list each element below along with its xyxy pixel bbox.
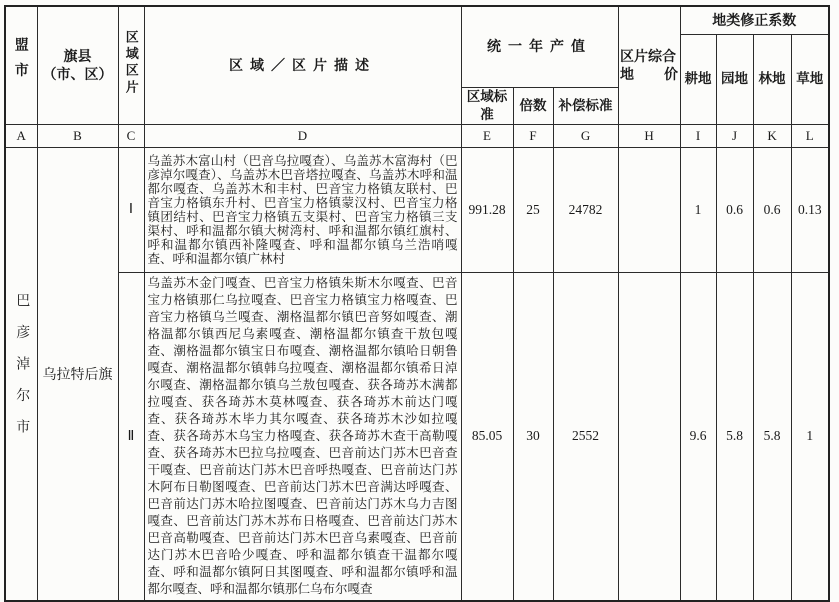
header-description-label: 区域／区片描述	[229, 57, 376, 74]
header-league-city-label: 盟市	[13, 37, 30, 89]
column-letter-i: I	[680, 124, 716, 147]
value-compensation-standard: 2552	[553, 272, 618, 601]
table-row-zone-1	[5, 147, 829, 272]
land-price-table	[4, 5, 830, 602]
column-letter-a: A	[5, 124, 37, 147]
header-description	[144, 6, 461, 124]
header-league-city	[5, 6, 37, 124]
value-compensation-standard: 24782	[553, 147, 618, 272]
header-compensation-standard: 补偿标准	[553, 87, 618, 124]
header-zone	[118, 6, 144, 124]
header-coefficient-group	[680, 6, 829, 34]
column-letter-h: H	[618, 124, 680, 147]
header-garden: 园地	[716, 34, 753, 124]
value-zone-price	[618, 272, 680, 601]
column-letter-j: J	[716, 124, 753, 147]
value-regional-standard: 85.05	[461, 272, 513, 601]
city-cell	[5, 147, 37, 601]
coef-garden: 0.6	[716, 147, 753, 272]
header-cultivated: 耕地	[680, 34, 716, 124]
header-zone-label: 区域区片	[123, 29, 139, 97]
description-cell: 乌盖苏木金门嘎查、巴音宝力格镇朱斯木尔嘎查、巴音宝力格镇那仁乌拉嘎查、巴音宝力格镇宝力格嘎查、巴音宝力格镇乌兰嘎查、潮格温都尔镇巴音努如嘎查、潮格温都尔镇西尼乌素嘎查、潮格温都尔镇查干敖包嘎查、潮格温都尔镇宝日布嘎查、潮格温都尔镇哈日朝鲁嘎查、潮格温都尔镇韩乌拉嘎查、潮格温都尔镇希日淖尔嘎查、潮格温都尔镇乌兰敖包嘎查、获各琦苏木满都拉嘎查、获各琦苏木莫林嘎查、获各琦苏木前达门嘎查、获各琦苏木毕力其尔嘎查、获各琦苏木沙如拉嘎查、获各琦苏木乌宝力格嘎查、获各琦苏木查干高勒嘎查、获各琦苏木巴拉乌拉嘎查、巴音前达门苏木巴音查干嘎查、巴音前达门苏木巴音呼热嘎查、巴音前达门苏木阿布日勒图嘎查、巴音前达门苏木巴音满达呼嘎查、巴音前达门苏木哈拉图嘎查、巴音前达门苏木乌力吉图嘎查、巴音前达门苏木苏布日格嘎查、巴音前达门苏木巴音高勒嘎查、巴音前达门苏木巴音乌素嘎查、巴音前达门苏木巴音哈少嘎查、呼和温都尔镇查干温都尔嘎查、呼和温都尔镇阿日其图嘎查、呼和温都尔镇呼和温都尔嘎查、呼和温都尔镇那仁乌布尔嘎查	[144, 272, 461, 601]
column-letter-k: K	[753, 124, 791, 147]
header-annual-output-label: 统一年产值	[487, 38, 592, 55]
header-zone-price-line1: 区片综合	[620, 47, 677, 64]
column-letter-f: F	[513, 124, 553, 147]
header-grass: 草地	[791, 34, 829, 124]
column-letter-d: D	[144, 124, 461, 147]
table-row-zone-2	[5, 272, 829, 601]
header-coefficient-label: 地类修正系数	[712, 11, 797, 28]
column-letter-b: B	[37, 124, 118, 147]
description-cell: 乌盖苏木富山村（巴音乌拉嘎查）、乌盖苏木富海村（巴彦淖尔嘎查）、乌盖苏木巴音塔拉嘎查、乌盖苏木呼和温都尔嘎查、乌盖苏木和丰村、巴音宝力格镇友联村、巴音宝力格镇东升村、巴音宝力格镇蒙汉村、巴音宝力格镇团结村、巴音宝力格镇五支渠村、巴音宝力格镇三支渠村、呼和温都尔镇大树湾村、呼和温都尔镇红旗村、呼和温都尔镇西补隆嘎查、呼和温都尔镇乌兰浩哨嘎查、呼和温都尔镇广林村	[144, 147, 461, 272]
zone-cell: Ⅱ	[118, 272, 144, 601]
header-banner-line1: 旗县	[63, 47, 92, 64]
coef-grass: 0.13	[791, 147, 829, 272]
header-forest: 林地	[753, 34, 791, 124]
coef-garden: 5.8	[716, 272, 753, 601]
coef-forest: 5.8	[753, 272, 791, 601]
city-label: 巴彦淖尔市	[14, 292, 30, 451]
column-letter-l: L	[791, 124, 829, 147]
value-multiplier: 30	[513, 272, 553, 601]
column-letter-row	[5, 124, 829, 147]
value-regional-standard: 991.28	[461, 147, 513, 272]
coef-cultivated: 9.6	[680, 272, 716, 601]
header-zone-price	[618, 6, 680, 124]
header-regional-standard: 区域标准	[461, 87, 513, 124]
value-multiplier: 25	[513, 147, 553, 272]
value-zone-price	[618, 147, 680, 272]
header-row-1	[5, 6, 829, 34]
header-multiplier: 倍数	[513, 87, 553, 124]
zone-cell: Ⅰ	[118, 147, 144, 272]
coef-cultivated: 1	[680, 147, 716, 272]
column-letter-c: C	[118, 124, 144, 147]
coef-forest: 0.6	[753, 147, 791, 272]
banner-cell: 乌拉特后旗	[37, 147, 118, 601]
column-letter-e: E	[461, 124, 513, 147]
header-annual-output-group	[461, 6, 618, 87]
column-letter-g: G	[553, 124, 618, 147]
coef-grass: 1	[791, 272, 829, 601]
header-banner-county	[37, 6, 118, 124]
header-zone-price-line2: 地价	[620, 66, 679, 83]
header-banner-line2: （市、区）	[42, 66, 113, 83]
